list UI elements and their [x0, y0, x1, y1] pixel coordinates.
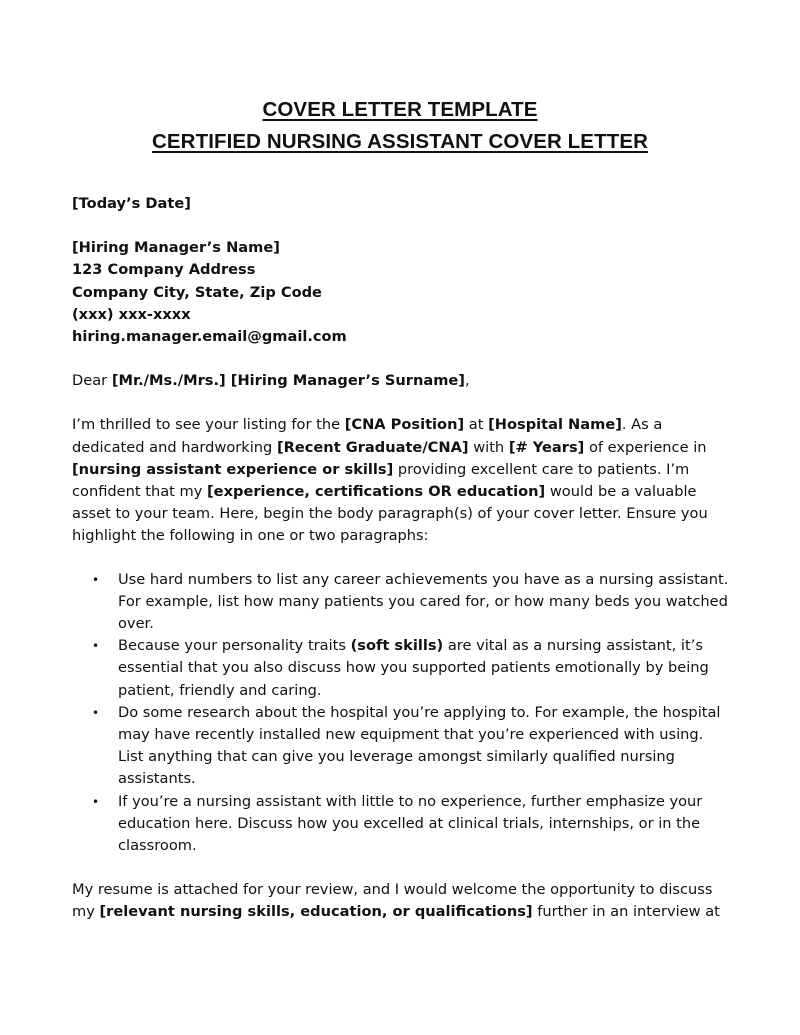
- intro-placeholder-hospital: [Hospital Name]: [488, 416, 622, 434]
- closing-placeholder: [relevant nursing skills, education, or qualifications]: [99, 903, 533, 921]
- bullet-text: Do some research about the hospital you’re applying to. For example, the hospital may have recently installed new equipment that you’re experienced with using. List anything that can give you leverage amongst similarly qualified nursing assistants.: [118, 703, 721, 788]
- salutation-suffix: ,: [464, 372, 470, 390]
- closing-paragraph: [72, 879, 732, 923]
- bullet-text: Because your personality traits: [118, 637, 351, 655]
- salutation: [72, 370, 732, 392]
- closing-text: My resume is attached for your review, and I would welcome the opportunity to discuss my: [72, 881, 713, 921]
- recipient-phone: (xxx) xxx-xxxx: [72, 305, 191, 323]
- bullet-marker: •: [92, 639, 100, 654]
- recipient-block: [72, 237, 732, 348]
- salutation-name: [Mr./Ms./Mrs.] [Hiring Manager’s Surname]: [111, 372, 465, 390]
- intro-placeholder-experience: [experience, certifications OR education]: [207, 483, 546, 501]
- list-item: [72, 791, 732, 858]
- closing-text: further in an interview at: [532, 903, 720, 921]
- recipient-address: 123 Company Address: [72, 261, 256, 279]
- intro-text: would be a valuable asset to your team. Here, begin the body paragraph(s) of your cover letter. Ensure you highlight the following in one or two paragraphs:: [72, 483, 708, 545]
- recipient-city: Company City, State, Zip Code: [72, 283, 322, 301]
- intro-text: at: [464, 416, 489, 434]
- letter-body: [72, 193, 732, 924]
- list-item: [72, 569, 732, 636]
- intro-placeholder-position: [CNA Position]: [344, 416, 465, 434]
- intro-paragraph: [72, 414, 732, 547]
- bullet-text: If you’re a nursing assistant with little to no experience, further emphasize your education here. Discuss how you excelled at clinical trials, internships, or in the classroom.: [118, 792, 703, 855]
- bullet-text: are vital as a nursing assistant, it’s essential that you also discuss how you supported patients emotionally by being patient, friendly and caring.: [118, 637, 709, 699]
- letter-date: [Today’s Date]: [72, 195, 191, 212]
- list-item: [72, 635, 732, 702]
- list-item: [72, 702, 732, 791]
- salutation-prefix: Dear: [72, 372, 112, 390]
- intro-placeholder-status: [Recent Graduate/CNA]: [276, 438, 469, 456]
- intro-text: providing excellent care to patients. I’m confident that my: [72, 460, 690, 501]
- intro-text: of experience in: [584, 438, 707, 456]
- bullet-text: Use hard numbers to list any career achievements you have as a nursing assistant. For example, list how many patients you cared for, or how many beds you watched over.: [118, 570, 729, 633]
- document-subtitle: CERTIFIED NURSING ASSISTANT COVER LETTER: [151, 130, 649, 153]
- intro-placeholder-skills: [nursing assistant experience or skills]: [72, 460, 394, 478]
- bullet-emphasis: (soft skills): [350, 637, 444, 655]
- bullet-marker: •: [92, 705, 100, 720]
- intro-text: I’m thrilled to see your listing for the: [72, 416, 345, 434]
- bullet-list: [72, 569, 732, 858]
- intro-text: with: [468, 438, 509, 456]
- recipient-name: [Hiring Manager’s Name]: [72, 239, 280, 257]
- intro-text: . As a dedicated and hardworking: [72, 416, 663, 456]
- bullet-marker: •: [92, 572, 100, 587]
- intro-placeholder-years: [# Years]: [508, 438, 585, 456]
- document-title: COVER LETTER TEMPLATE: [262, 98, 538, 121]
- document-header: [0, 0, 800, 158]
- recipient-email: hiring.manager.email@gmail.com: [72, 328, 347, 346]
- bullet-marker: •: [92, 794, 100, 809]
